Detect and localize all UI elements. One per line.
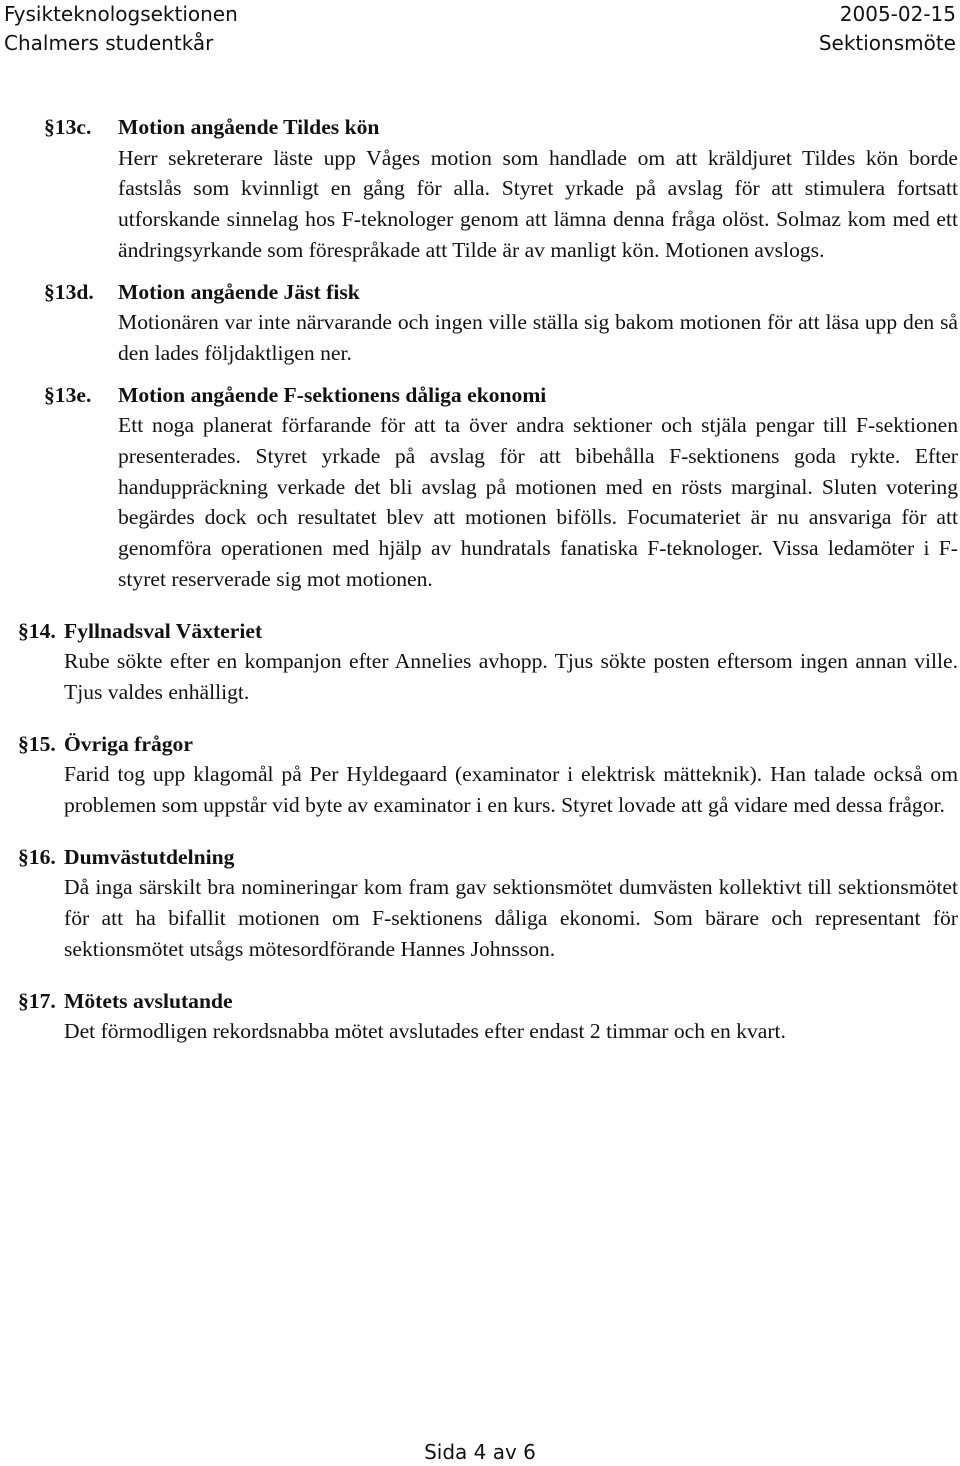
section-text: Motionären var inte närvarande och ingen ville ställa sig bakom motionen för att läsa upp den så den lades följdaktligen ner. (118, 310, 958, 365)
section-15 (0, 729, 960, 821)
section-heading (0, 112, 960, 143)
section-heading (0, 986, 960, 1017)
section-heading (0, 277, 960, 308)
section-14 (0, 616, 960, 708)
section-13e (0, 380, 960, 595)
section-number: §15. (18, 731, 56, 756)
section-13d (0, 277, 960, 369)
page-header (4, 0, 956, 58)
section-16 (0, 842, 960, 965)
section-heading (0, 380, 960, 411)
section-text: Ett noga planerat förfarande för att ta över andra sektioner och stjäla pengar till F-sektionen presenterades. Styret yrkade på avslag för att bibehålla F-sektionens goda rykte. Efter handuppräckning verkade det bli avslag på motionen med en rösts marginal. Sluten votering begärdes dock och resultatet blev att motionen bifölls. Focumateriet är nu ansvariga för att genomföra operationen med hjälp av hundratals fanatiska F-teknologer. Vissa ledamöter i F-styret reserverade sig mot motionen. (118, 413, 958, 591)
header-date: 2005-02-15 (839, 2, 956, 26)
header-row-2 (4, 29, 956, 58)
section-title: Dumvästutdelning (64, 844, 235, 869)
section-title: Motion angående F-sektionens dåliga ekonomi (118, 382, 547, 407)
section-text: Farid tog upp klagomål på Per Hyldegaard (examinator i elektrisk mätteknik). Han talade också om problemen som uppstår vid byte av examinator i en kurs. Styret lovade att gå vidare med dessa frågor. (64, 762, 958, 818)
section-number: §13c. (44, 115, 92, 139)
header-union: Chalmers studentkår (4, 31, 214, 55)
header-row-1 (4, 0, 956, 29)
section-title: Fyllnadsval Växteriet (64, 618, 263, 643)
document-body (0, 112, 960, 1047)
section-number: §13d. (44, 279, 94, 304)
section-17 (0, 986, 960, 1047)
section-text: Det förmodligen rekordsnabba mötet avslutades efter endast 2 timmar och en kvart. (64, 1019, 786, 1044)
header-org: Fysikteknologsektionen (4, 2, 238, 26)
section-number: §16. (18, 844, 56, 869)
section-heading (0, 616, 960, 647)
section-title: Motion angående Tildes kön (118, 115, 380, 139)
section-title: Övriga frågor (64, 731, 193, 756)
section-number: §14. (18, 618, 56, 643)
section-text: Herr sekreterare läste upp Våges motion som handlade om att kräldjuret Tildes kön borde fastslås som kvinnligt en gång för alla. Styret yrkade på avslag för att stimulera fortsatt utforskande sinnelag hos F-teknologer genom att lämna denna fråga olöst. Solmaz kom med ett ändringsyrkande som förespråkade att Tilde är av manligt kön. Motionen avslogs. (118, 145, 958, 262)
section-heading (0, 729, 960, 760)
section-title: Mötets avslutande (64, 988, 233, 1013)
section-13c (0, 112, 960, 266)
section-number: §17. (18, 988, 56, 1013)
section-text: Rube sökte efter en kompanjon efter Annelies avhopp. Tjus sökte posten eftersom ingen annan ville. Tjus valdes enhälligt. (64, 649, 958, 704)
section-title: Motion angående Jäst fisk (118, 279, 360, 304)
section-heading (0, 842, 960, 873)
section-text: Då inga särskilt bra nomineringar kom fram gav sektionsmötet dumvästen kollektivt till sektionsmötet för att ha bifallit motionen om F-sektionens dåliga ekonomi. Som bärare och representant för sektionsmötet utsågs mötesordförande Hannes Johnsson. (64, 875, 958, 961)
page-number: Sida 4 av 6 (424, 1440, 536, 1464)
header-meeting: Sektionsmöte (818, 31, 956, 55)
section-number: §13e. (44, 382, 92, 407)
